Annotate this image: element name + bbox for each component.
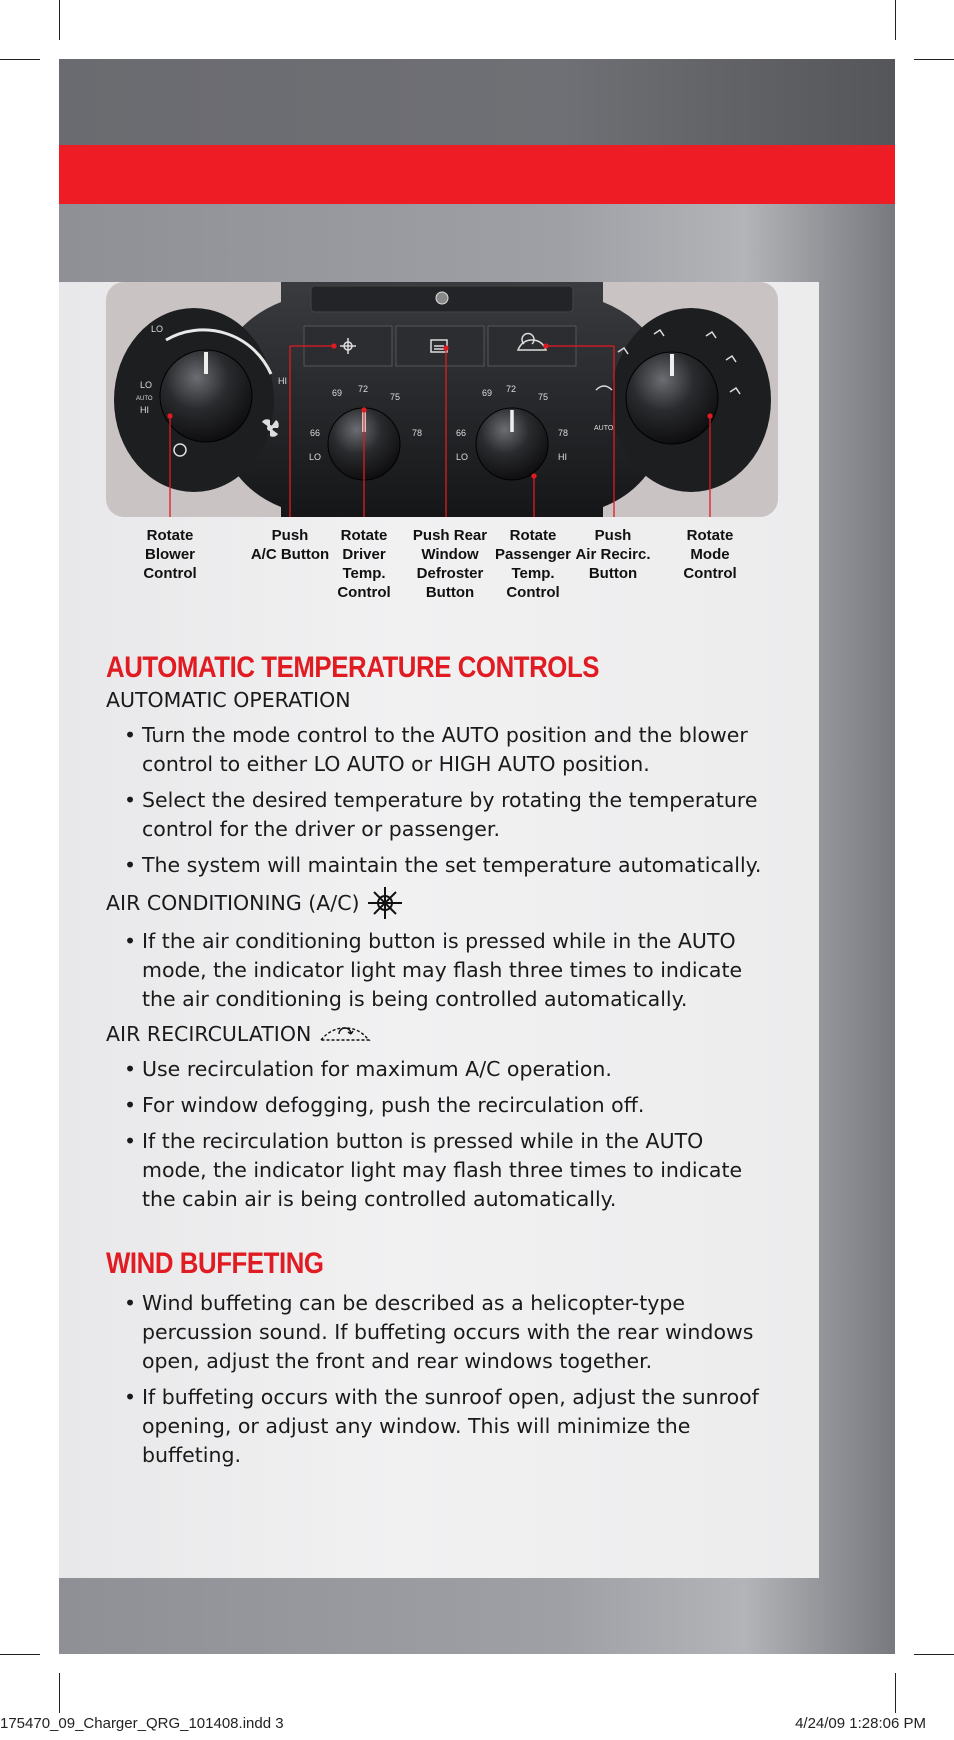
dial-temp: 78: [558, 428, 569, 438]
crop-mark: [59, 0, 60, 40]
recirculation-car-icon: [317, 1022, 373, 1046]
section-title-automatic-temperature: AUTOMATIC TEMPERATURE CONTROLS: [106, 651, 600, 684]
crop-mark: [0, 59, 40, 60]
crop-mark: [914, 1654, 954, 1655]
dial-temp: 66: [456, 428, 467, 438]
dial-temp: 66: [310, 428, 321, 438]
subheading-text: AUTOMATIC OPERATION: [106, 688, 351, 712]
list-item: • Use recirculation for maximum A/C operation.: [106, 1055, 766, 1084]
dial-temp: 69: [332, 388, 343, 398]
bullet-list-automatic-operation: [106, 721, 766, 880]
hvac-control-panel: [106, 282, 778, 517]
crop-mark: [895, 1673, 896, 1713]
bullet-list-wind-buffeting: [106, 1289, 766, 1470]
footer-filename: 175470_09_Charger_QRG_101408.indd 3: [0, 1715, 284, 1732]
dial-lo: LO: [151, 324, 164, 334]
crop-mark: [914, 59, 954, 60]
crop-mark: [895, 0, 896, 40]
label-passenger-temp: Rotate Passenger Temp. Control: [495, 527, 571, 601]
list-item: • If buffeting occurs with the sunroof open, adjust the sunroof opening, or adjust any window. This will minimize the buffeting.: [106, 1383, 766, 1470]
page-header-dark: [59, 59, 895, 145]
dial-temp: 75: [390, 392, 401, 402]
label-blower-control: Rotate Blower Control: [143, 527, 197, 582]
dial-hi: HI: [558, 452, 567, 462]
instructions-content: [106, 650, 766, 1476]
dial-lo: LO: [456, 452, 469, 462]
dial-auto: AUTO: [136, 396, 153, 402]
list-item: • The system will maintain the set temperature automatically.: [106, 851, 766, 880]
list-item: • Wind buffeting can be described as a helicopter-type percussion sound. If buffeting occurs with the rear windows open, adjust the front and rear windows together.: [106, 1289, 766, 1376]
label-air-recirc: Push Air Recirc. Button: [575, 527, 651, 582]
label-ac-button: Push A/C Button: [250, 527, 330, 563]
dial-hi: HI: [140, 405, 149, 415]
dial-lo: LO: [140, 380, 153, 390]
list-item: • If the recirculation button is pressed while in the AUTO mode, the indicator light may flash three times to indicate the cabin air is being controlled automatically.: [106, 1127, 766, 1214]
label-rear-defroster: Push Rear Window Defroster Button: [412, 527, 488, 601]
subheading-air-recirculation: [106, 1020, 766, 1048]
subheading-text: AIR RECIRCULATION: [106, 1022, 312, 1046]
subheading-text: AIR CONDITIONING (A/C): [106, 891, 360, 915]
dial-auto: AUTO: [594, 425, 614, 432]
label-mode-control: Rotate Mode Control: [683, 527, 737, 582]
dial-lo: LO: [309, 452, 322, 462]
dial-temp: 75: [538, 392, 549, 402]
dial-temp: 72: [506, 384, 517, 394]
section-title-wind-buffeting: WIND BUFFETING: [106, 1247, 324, 1280]
list-item: • Turn the mode control to the AUTO position and the blower control to either LO AUTO or HIGH AUTO position.: [106, 721, 766, 779]
list-item: • For window defogging, push the recirculation off.: [106, 1091, 766, 1120]
list-item: • Select the desired temperature by rotating the temperature control for the driver or passenger.: [106, 786, 766, 844]
subheading-air-conditioning: [106, 886, 766, 920]
bullet-list-air-conditioning: [106, 927, 766, 1014]
sensor-icon: [436, 292, 448, 304]
dial-hi: HI: [278, 376, 287, 386]
dial-temp: 78: [412, 428, 423, 438]
label-driver-temp: Rotate Driver Temp. Control: [337, 527, 391, 601]
footer-timestamp: 4/24/09 1:28:06 PM: [795, 1715, 926, 1732]
red-header-band: [59, 145, 895, 204]
list-item: • If the air conditioning button is pressed while in the AUTO mode, the indicator light may flash three times to indicate the air conditioning is being controlled automatically.: [106, 927, 766, 1014]
dial-temp: 72: [358, 384, 369, 394]
dial-temp: 69: [482, 388, 493, 398]
subheading-automatic-operation: [106, 686, 766, 714]
bullet-list-air-recirculation: [106, 1055, 766, 1214]
crop-mark: [59, 1673, 60, 1713]
crop-mark: [0, 1654, 40, 1655]
ac-snowflake-icon: [366, 886, 404, 920]
panel-bezel: [213, 282, 671, 517]
